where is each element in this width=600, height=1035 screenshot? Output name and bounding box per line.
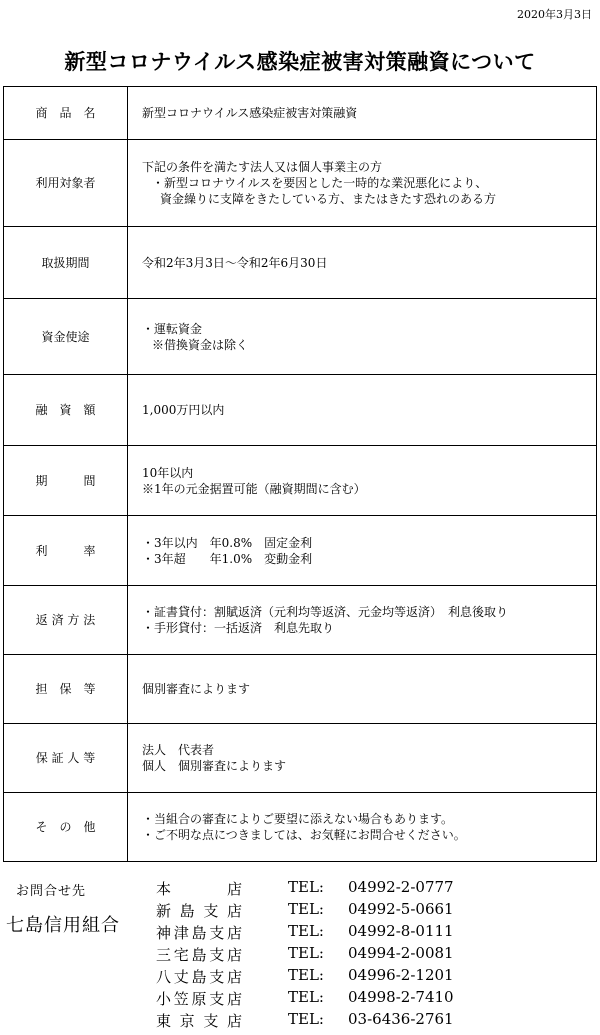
value-line: 新型コロナウイルス感染症被害対策融資 [142, 106, 358, 120]
row-value [128, 375, 597, 446]
row-label: 利用対象者 [4, 140, 128, 227]
organization-name: 七島信用組合 [6, 915, 120, 936]
value-line: ※1年の元金据置可能（融資期間に含む） [142, 481, 366, 496]
tel-label: TEL: [288, 944, 324, 962]
row-value [128, 516, 597, 586]
value-line: ・手形貸付：一括返済 利息先取り [142, 621, 335, 635]
value-line: ・新型コロナウイルスを要因とした一時的な業況悪化により、 [152, 176, 488, 190]
document-title: 新型コロナウイルス感染症被害対策融資について [64, 49, 536, 74]
table-row [4, 446, 597, 516]
tel-label: TEL: [288, 988, 324, 1006]
row-value [128, 140, 597, 227]
table-row [4, 299, 597, 375]
branch-name: 八丈島支店 [156, 968, 242, 986]
table-row [4, 724, 597, 793]
row-label: 融 資 額 [4, 375, 128, 446]
row-label: 利 率 [4, 516, 128, 586]
value-line: ・運転資金 [142, 321, 203, 336]
phone-number: 04996-2-1201 [348, 966, 454, 984]
value-line: 個人 個別審査によります [142, 759, 287, 773]
value-line: 個別審査によります [142, 682, 251, 696]
table-row [4, 375, 597, 446]
row-value [128, 586, 597, 655]
row-value [128, 87, 597, 140]
value-line: 1,000万円以内 [142, 403, 225, 417]
row-value [128, 793, 597, 862]
row-label: 担 保 等 [4, 655, 128, 724]
value-line: ・当組合の審査によりご要望に添えない場合もあります。 [142, 812, 454, 826]
value-line: 下記の条件を満たす法人又は個人事業主の方 [142, 160, 383, 174]
row-label: 商 品 名 [4, 87, 128, 140]
phone-number: 04994-2-0081 [348, 944, 454, 962]
value-line: 10年以内 [142, 465, 194, 480]
tel-label: TEL: [288, 900, 324, 918]
tel-label: TEL: [288, 1010, 324, 1028]
value-line: 法人 代表者 [142, 743, 215, 757]
value-line: ・証書貸付：割賦返済（元利均等返済、元金均等返済） 利息後取り [142, 605, 509, 619]
row-value [128, 724, 597, 793]
value-line: ※借換資金は除く [152, 337, 249, 352]
branch-name: 本店 [156, 880, 242, 898]
value-line: ・ご不明な点につきましては、お気軽にお問合せください。 [142, 828, 466, 842]
row-value [128, 227, 597, 299]
table-row [4, 793, 597, 862]
row-label: 取扱期間 [4, 227, 128, 299]
row-label: 資金使途 [4, 299, 128, 375]
phone-number: 04998-2-7410 [348, 988, 454, 1006]
phone-number: 04992-8-0111 [348, 922, 454, 940]
branch-name: 三宅島支店 [156, 946, 242, 964]
contact-label: お問合せ先 [16, 884, 87, 899]
branch-name: 東京支店 [156, 1012, 242, 1030]
value-line: ・3年以内 年0.8% 固定金利 [142, 535, 313, 550]
value-line: ・3年超 年1.0% 変動金利 [142, 551, 313, 566]
row-value [128, 299, 597, 375]
table-row [4, 87, 597, 140]
phone-number: 03-6436-2761 [348, 1010, 454, 1028]
tel-label: TEL: [288, 878, 324, 896]
contact-section [0, 878, 600, 1035]
row-label: 期 間 [4, 446, 128, 516]
row-value [128, 655, 597, 724]
tel-label: TEL: [288, 922, 324, 940]
phone-number: 04992-5-0661 [348, 900, 454, 918]
table-row [4, 227, 597, 299]
table-row [4, 140, 597, 227]
table-row [4, 516, 597, 586]
value-line: 令和2年3月3日～令和2年6月30日 [142, 255, 328, 270]
table-row [4, 655, 597, 724]
row-label: 保 証 人 等 [4, 724, 128, 793]
value-line: 資金繰りに支障をきたしている方、またはきたす恐れのある方 [160, 192, 497, 206]
row-label: 返 済 方 法 [4, 586, 128, 655]
branch-name: 神津島支店 [156, 924, 242, 942]
table-row [4, 586, 597, 655]
row-value [128, 446, 597, 516]
tel-label: TEL: [288, 966, 324, 984]
loan-details-table [3, 86, 597, 862]
phone-number: 04992-2-0777 [348, 878, 454, 896]
branch-name: 新島支店 [156, 902, 242, 920]
branch-name: 小笠原支店 [156, 990, 242, 1008]
document-date: 2020年3月3日 [517, 8, 592, 21]
row-label: そ の 他 [4, 793, 128, 862]
